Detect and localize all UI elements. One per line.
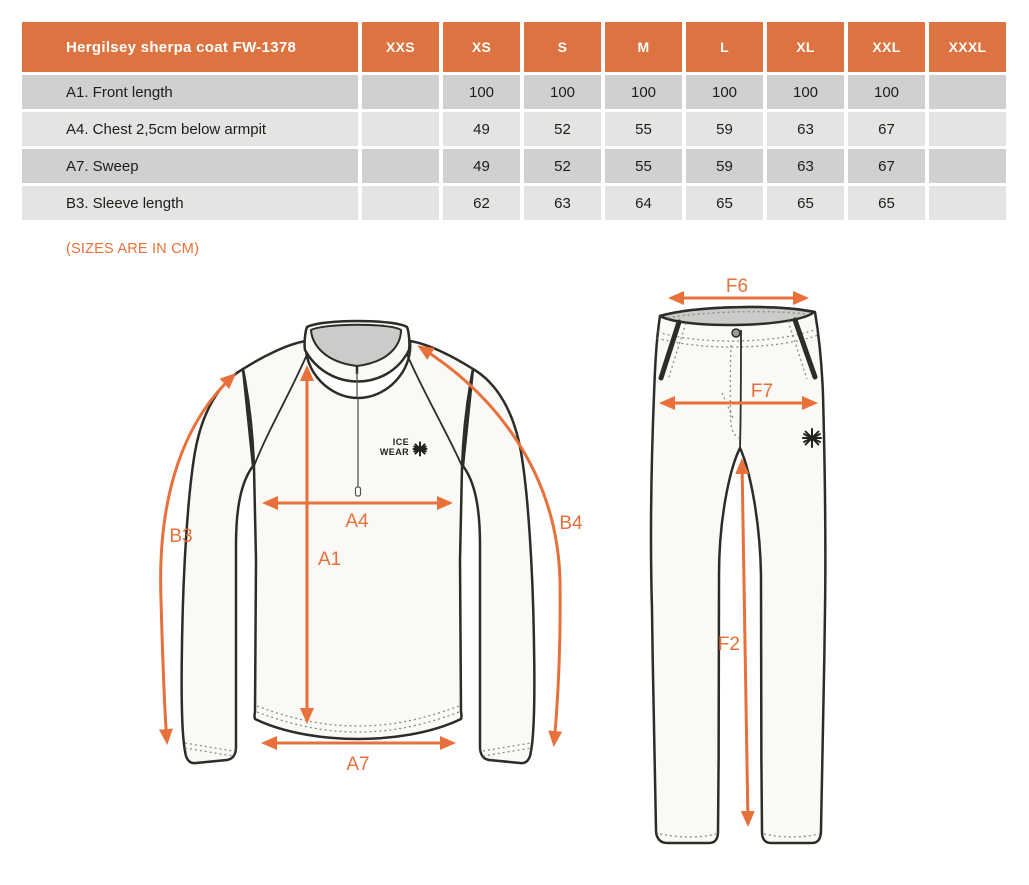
value-cell: 52: [524, 149, 601, 183]
value-cell: 100: [443, 75, 520, 109]
pants-diagram: [651, 276, 825, 843]
arrow-f2-inseam: [742, 461, 748, 824]
jacket-right-sleeve: [463, 369, 534, 763]
logo-text-wear: WEAR: [379, 447, 409, 457]
size-table: [22, 22, 1007, 220]
row-label-front-length: A1. Front length: [22, 75, 358, 109]
value-cell: 59: [686, 112, 763, 146]
value-cell: [929, 149, 1006, 183]
row-label-chest: A4. Chest 2,5cm below armpit: [22, 112, 358, 146]
product-title: Hergilsey sherpa coat FW-1378: [22, 22, 358, 72]
jacket-diagram: [161, 321, 583, 775]
label-a7: A7: [346, 754, 370, 775]
value-cell: [929, 75, 1006, 109]
value-cell: 67: [848, 112, 925, 146]
label-f7: F7: [750, 381, 774, 402]
value-cell: 100: [767, 75, 844, 109]
zipper-pull: [356, 487, 361, 496]
value-cell: 55: [605, 112, 682, 146]
col-header-xxs: XXS: [362, 22, 439, 72]
row-label-sleeve-length: B3. Sleeve length: [22, 186, 358, 220]
label-f2: F2: [717, 634, 740, 655]
value-cell: 65: [686, 186, 763, 220]
measurement-diagrams: [0, 255, 1029, 885]
value-cell: 62: [443, 186, 520, 220]
value-cell: [929, 186, 1006, 220]
value-cell: 52: [524, 112, 601, 146]
value-cell: [362, 149, 439, 183]
waist-button: [732, 329, 740, 337]
col-header-m: M: [605, 22, 682, 72]
value-cell: 100: [686, 75, 763, 109]
col-header-xl: XL: [767, 22, 844, 72]
snowflake-icon: [803, 429, 821, 447]
col-header-l: L: [686, 22, 763, 72]
label-f6: F6: [725, 276, 749, 297]
col-header-xxxl: XXXL: [929, 22, 1006, 72]
label-a1: A1: [318, 549, 342, 570]
label-b3: B3: [169, 526, 193, 547]
pants-body: [651, 307, 825, 843]
fly-line: [740, 330, 741, 448]
value-cell: 100: [524, 75, 601, 109]
value-cell: 67: [848, 149, 925, 183]
value-cell: 65: [848, 186, 925, 220]
label-b4: B4: [559, 513, 583, 534]
value-cell: [362, 75, 439, 109]
value-cell: 63: [767, 112, 844, 146]
value-cell: 63: [524, 186, 601, 220]
value-cell: 49: [443, 112, 520, 146]
logo-text-ice: ICE: [392, 437, 409, 447]
row-label-sweep: A7. Sweep: [22, 149, 358, 183]
value-cell: 64: [605, 186, 682, 220]
snowflake-icon: [414, 443, 427, 456]
label-a4: A4: [345, 511, 369, 532]
value-cell: 65: [767, 186, 844, 220]
value-cell: 55: [605, 149, 682, 183]
col-header-xs: XS: [443, 22, 520, 72]
value-cell: 49: [443, 149, 520, 183]
value-cell: 63: [767, 149, 844, 183]
value-cell: 100: [605, 75, 682, 109]
value-cell: [929, 112, 1006, 146]
col-header-xxl: XXL: [848, 22, 925, 72]
value-cell: 59: [686, 149, 763, 183]
units-note: (SIZES ARE IN CM): [66, 241, 200, 257]
value-cell: [362, 112, 439, 146]
col-header-s: S: [524, 22, 601, 72]
value-cell: 100: [848, 75, 925, 109]
value-cell: [362, 186, 439, 220]
size-chart-section: [22, 22, 1007, 257]
